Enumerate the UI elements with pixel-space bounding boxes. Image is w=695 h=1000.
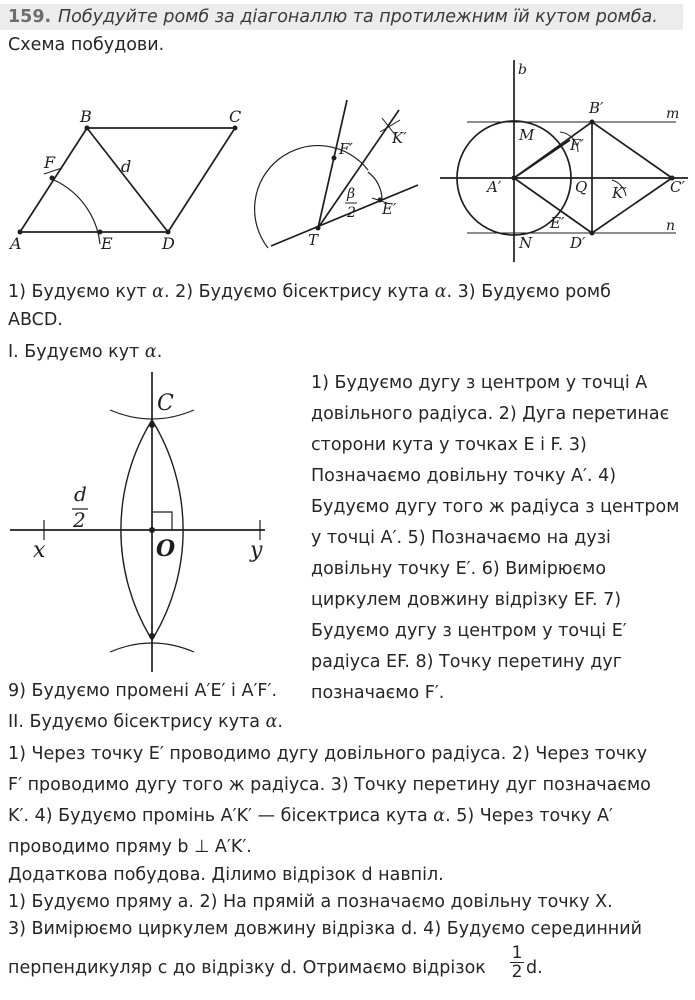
label-o-point: O bbox=[156, 536, 176, 562]
label-beta-den: 2 bbox=[347, 205, 356, 221]
alpha-symbol: α bbox=[434, 282, 447, 302]
label-half-den: 2 bbox=[73, 508, 86, 532]
label-t: T bbox=[308, 231, 319, 249]
task-statement: Побудуйте ромб за діагоналлю та протилежним їй кутом ромба. bbox=[58, 7, 658, 27]
label-beta: β bbox=[347, 186, 356, 202]
label-d-prime: D′ bbox=[570, 234, 586, 252]
label-f-prime: F′ bbox=[339, 140, 353, 158]
label-b: B bbox=[80, 107, 92, 126]
label-c: C bbox=[229, 107, 242, 126]
label-c-prime: C′ bbox=[670, 178, 685, 196]
extra-line2: 3) Вимірюємо циркулем довжину відрізка d. 4) Будуємо серединний bbox=[8, 919, 642, 939]
label-b-line: b bbox=[518, 62, 527, 78]
label-e-prime-3: E′ bbox=[550, 214, 565, 232]
steps-overview-line2: ABCD. bbox=[8, 310, 63, 330]
label-m-line: m bbox=[666, 106, 680, 122]
text-line: довільну точку E′. 6) Вимірюємо bbox=[311, 559, 607, 579]
text-line: циркулем довжину відрізку EF. 7) bbox=[311, 590, 622, 610]
section1-title bbox=[8, 338, 162, 366]
step9-line: 9) Будуємо промені A′E′ і A′F′. bbox=[8, 681, 278, 701]
label-e-prime: E′ bbox=[382, 200, 397, 218]
fraction-one-half bbox=[510, 944, 524, 981]
label-f-prime-3: F′ bbox=[570, 136, 584, 154]
text-line: Будуємо дугу того ж радіуса з центром bbox=[311, 497, 680, 517]
section2-title bbox=[8, 708, 283, 736]
section2-line1: 1) Через точку E′ проводимо дугу довільного радіуса. 2) Через точку bbox=[8, 744, 648, 764]
figure-angle-bisector bbox=[255, 100, 418, 248]
section1-steps bbox=[311, 368, 679, 709]
alpha-symbol: α bbox=[144, 342, 157, 362]
label-half-num: d bbox=[74, 482, 87, 506]
text-line: 1) Будуємо дугу з центром у точці A bbox=[311, 373, 648, 393]
text-part: . 5) Через точку A′ bbox=[445, 806, 613, 826]
label-m-point: M bbox=[519, 126, 535, 144]
steps-overview-line1 bbox=[8, 278, 611, 306]
label-a: A bbox=[10, 234, 22, 253]
text-part: . 2) Будуємо бісектрису кута bbox=[163, 282, 435, 302]
label-n-line: n bbox=[666, 218, 676, 234]
label-y-axis: y bbox=[250, 538, 263, 563]
extra-line3-text: перпендикуляр c до відрізку d. Отримаємо відрізок bbox=[8, 958, 486, 978]
text-line: позначаємо F′. bbox=[311, 683, 445, 703]
label-k-prime-3: K′ bbox=[612, 184, 627, 202]
extra-line1: 1) Будуємо пряму a. 2) На прямій a позначаємо довільну точку X. bbox=[8, 892, 613, 912]
alpha-symbol: α bbox=[433, 806, 446, 826]
extra-line3-tail: d. bbox=[526, 958, 543, 978]
figure-perpendicular-bisector bbox=[10, 372, 265, 672]
text-line: сторони кута у точках E і F. 3) bbox=[311, 435, 587, 455]
section2-line2: F′ проводимо дугу того ж радіуса. 3) Точку перетину дуг позначаємо bbox=[8, 775, 651, 795]
task-number: 159. bbox=[8, 7, 52, 27]
label-e: E bbox=[101, 234, 113, 253]
text-part: I. Будуємо кут bbox=[8, 342, 145, 362]
text-part: K′. 4) Будуємо промінь A′K′ — бісектриса кута bbox=[8, 806, 434, 826]
scheme-subtitle: Схема побудови. bbox=[8, 35, 165, 55]
label-d: D bbox=[162, 234, 175, 253]
text-line: довільного радіуса. 2) Дуга перетинає bbox=[311, 404, 670, 424]
label-c-point: C bbox=[157, 391, 174, 416]
text-line: у точці A′. 5) Позначаємо на дузі bbox=[311, 528, 611, 548]
alpha-symbol: α bbox=[265, 712, 278, 732]
label-n-point: N bbox=[519, 234, 533, 252]
section2-line4: проводимо пряму b ⊥ A′K′. bbox=[8, 837, 252, 857]
extra-title: Додаткова побудова. Ділимо відрізок d навпіл. bbox=[8, 865, 444, 885]
text-line: радіуса EF. 8) Точку перетину дуг bbox=[311, 652, 622, 672]
alpha-symbol: α bbox=[152, 282, 164, 302]
fraction-numerator: 1 bbox=[511, 943, 523, 963]
text-part: . bbox=[277, 712, 283, 732]
label-q: Q bbox=[575, 178, 588, 196]
text-part: II. Будуємо бісектрису кута bbox=[8, 712, 266, 732]
text-part: 1) Будуємо кут bbox=[8, 282, 153, 302]
label-x-axis: x bbox=[33, 538, 46, 563]
text-part: . bbox=[156, 342, 163, 362]
label-f: F bbox=[44, 153, 56, 172]
section2-line3 bbox=[8, 802, 613, 830]
label-a-prime: A′ bbox=[487, 178, 502, 196]
label-k-prime: K′ bbox=[392, 129, 407, 147]
figure-rhombus-abcd bbox=[20, 128, 235, 244]
fraction-denominator: 2 bbox=[511, 962, 523, 982]
label-side-d: d bbox=[121, 157, 132, 176]
text-line: Будуємо дугу з центром у точці E′ bbox=[311, 621, 627, 641]
text-part: . 3) Будуємо ромб bbox=[446, 282, 611, 302]
text-line: Позначаємо довільну точку A′. 4) bbox=[311, 466, 617, 486]
label-b-prime: B′ bbox=[589, 99, 604, 117]
